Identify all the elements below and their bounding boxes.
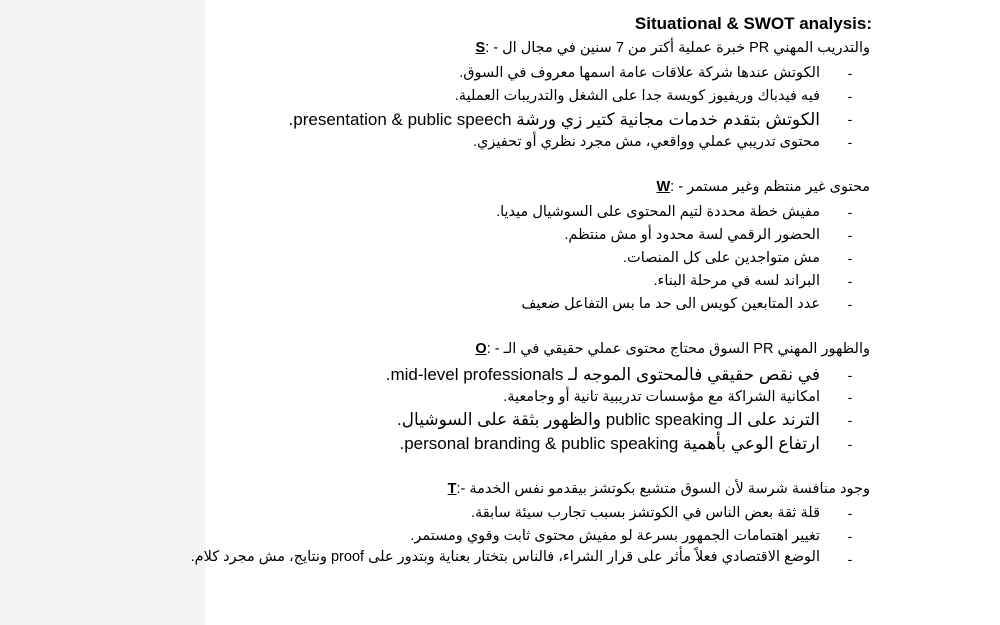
weaknesses-heading-text: محتوى غير منتظم وغير مستمر - : [670, 179, 870, 195]
bullet-dash: - [847, 250, 853, 266]
weaknesses-item-1: مفيش خطة محددة لتيم المحتوى على السوشيال ميديا. [496, 204, 820, 220]
bullet-dash: - [847, 412, 853, 428]
threats-item-1: قلة ثقة بعض الناس في الكوتشز بسبب تجارب سيئة سابقة. [470, 505, 820, 521]
bullet-dash: - [847, 273, 853, 289]
opportunities-item-3: الترند على الـ public speaking والظهور بثقة على السوشيال. [396, 410, 820, 429]
strengths-item-2: فيه فيدباك وريفيوز كويسة جدا على الشغل والتدريبات العملية. [454, 88, 820, 104]
strengths-item-1: الكوتش عندها شركة علاقات عامة اسمها معروف في السوق. [459, 65, 820, 81]
opportunities-item-2: امكانية الشراكة مع مؤسسات تدريبية تانية أو وجامعية. [503, 389, 820, 405]
bullet-dash: - [847, 367, 853, 383]
bullet-dash: - [847, 551, 853, 567]
threats-heading-text: وجود منافسة شرسة لأن السوق متشبع بكوتشز بيقدمو نفس الخدمة -: [456, 481, 870, 497]
opportunities-heading-text: والظهور المهني PR السوق محتاج محتوى عملي حقيقي في الـ - : [486, 341, 870, 357]
threats-key: T [447, 481, 457, 497]
bullet-dash: - [847, 436, 853, 452]
strengths-key: S [475, 40, 486, 56]
bullet-dash: - [847, 88, 853, 104]
document-title: Situational & SWOT analysis: [634, 14, 872, 33]
weaknesses-item-2: الحضور الرقمي لسة محدود أو مش منتظم. [564, 227, 820, 243]
weaknesses-heading [656, 179, 870, 195]
bullet-dash: - [847, 296, 853, 312]
threats-item-2: تغيير اهتمامات الجمهور بسرعة لو مفيش محتوى ثابت وقوي ومستمر. [410, 528, 820, 544]
strengths-heading-text: والتدريب المهني PR خبرة عملية أكتر من 7 سنين في مجال ال - : [485, 40, 870, 56]
bullet-dash: - [847, 65, 853, 81]
bullet-dash: - [847, 134, 853, 150]
bullet-dash: - [847, 227, 853, 243]
document-page [190, 0, 1000, 625]
bullet-dash: - [847, 389, 853, 405]
strengths-item-4: محتوى تدريبي عملي وواقعي، مش مجرد نظري أو تحفيزي. [473, 134, 820, 150]
opportunities-item-4: ارتفاع الوعي بأهمية personal branding & public speaking. [399, 434, 820, 453]
weaknesses-item-5: عدد المتابعين كويس الى حد ما بس التفاعل ضعيف [521, 296, 820, 312]
bullet-dash: - [847, 528, 853, 544]
bullet-dash: - [847, 505, 853, 521]
threats-heading [448, 481, 870, 497]
strengths-heading [476, 40, 870, 56]
weaknesses-item-4: البراند لسه في مرحلة البناء. [653, 273, 820, 289]
opportunities-key: O [475, 341, 487, 357]
bullet-dash: - [847, 111, 853, 127]
opportunities-heading [475, 341, 870, 357]
weaknesses-item-3: مش متواجدين على كل المنصات. [623, 250, 820, 266]
strengths-item-3: الكوتش بتقدم خدمات مجانية كتير زي ورشة presentation & public speech. [288, 110, 820, 129]
threats-item-3: الوضع الاقتصادي فعلاً مأثر على قرار الشراء، فالناس بتختار بعناية وبتدور على proof ونتايج، مش مجرد كلام. [190, 549, 820, 565]
opportunities-item-1: في نقص حقيقي فالمحتوى الموجه لـ mid-level professionals. [385, 365, 820, 384]
weaknesses-key: W [656, 179, 671, 195]
bullet-dash: - [847, 204, 853, 220]
